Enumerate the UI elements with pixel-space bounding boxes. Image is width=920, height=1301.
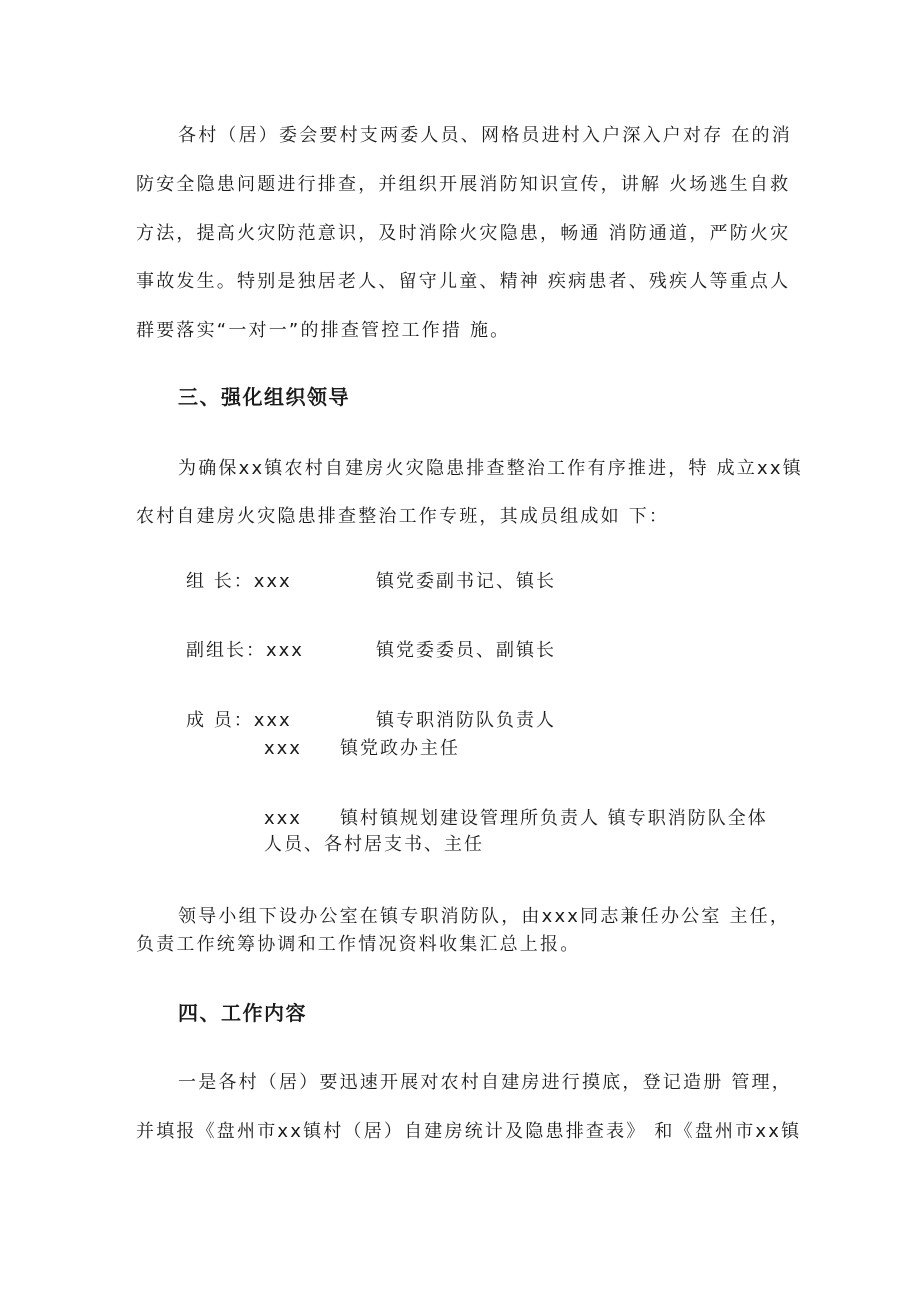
member-title: 镇村镇规划建设管理所负责人 镇专职消防队全体	[340, 808, 768, 829]
member-role: 组 长：xxx	[186, 571, 292, 592]
member-role: 副组长：xxx	[186, 640, 304, 661]
section-heading-three: 三、强化组织领导	[178, 385, 350, 409]
paragraph-line: 群要落实“一对一”的排查管控工作措 施。	[136, 320, 511, 341]
paragraph-line: 各村（居）委会要村支两委人员、网格员进村入户深入户对存 在的消	[178, 125, 792, 146]
paragraph-line: 方法，提高火灾防范意识，及时消除火灾隐患，畅通 消防通道，严防火灾	[136, 223, 791, 244]
member-role: 成 员：xxx	[186, 710, 292, 731]
paragraph-line: 农村自建房火灾隐患排查整治工作专班，其成员组成如 下：	[136, 506, 670, 527]
paragraph-line: 负责工作统筹协调和工作情况资料收集汇总上报。	[136, 934, 581, 955]
paragraph-line: 防安全隐患问题进行排查，并组织开展消防知识宣传，讲解 火场逃生自救	[136, 174, 791, 195]
member-title-continued: 人员、各村居支书、主任	[264, 834, 484, 855]
paragraph-line: 事故发生。特别是独居老人、留守儿童、精神 疾病患者、残疾人等重点人	[136, 271, 791, 292]
member-title: 镇党委委员、副镇长	[376, 640, 556, 661]
paragraph-line: 领导小组下设办公室在镇专职消防队，由xxx同志兼任办公室 主任，	[178, 906, 791, 927]
member-name: xxx	[264, 808, 302, 829]
paragraph-line: 并填报《盘州市xx镇村（居）自建房统计及隐患排查表》 和《盘州市xx镇	[136, 1121, 802, 1142]
member-title: 镇党政办主任	[340, 738, 460, 759]
member-title: 镇党委副书记、镇长	[376, 571, 556, 592]
paragraph-line: 一是各村（居）要迅速开展对农村自建房进行摸底，登记造册 管理，	[178, 1072, 792, 1093]
member-name: xxx	[264, 738, 302, 759]
section-heading-four: 四、工作内容	[178, 1001, 307, 1025]
member-title: 镇专职消防队负责人	[376, 710, 556, 731]
paragraph-line: 为确保xx镇农村自建房火灾隐患排查整治工作有序推进，特 成立xx镇	[178, 458, 803, 479]
